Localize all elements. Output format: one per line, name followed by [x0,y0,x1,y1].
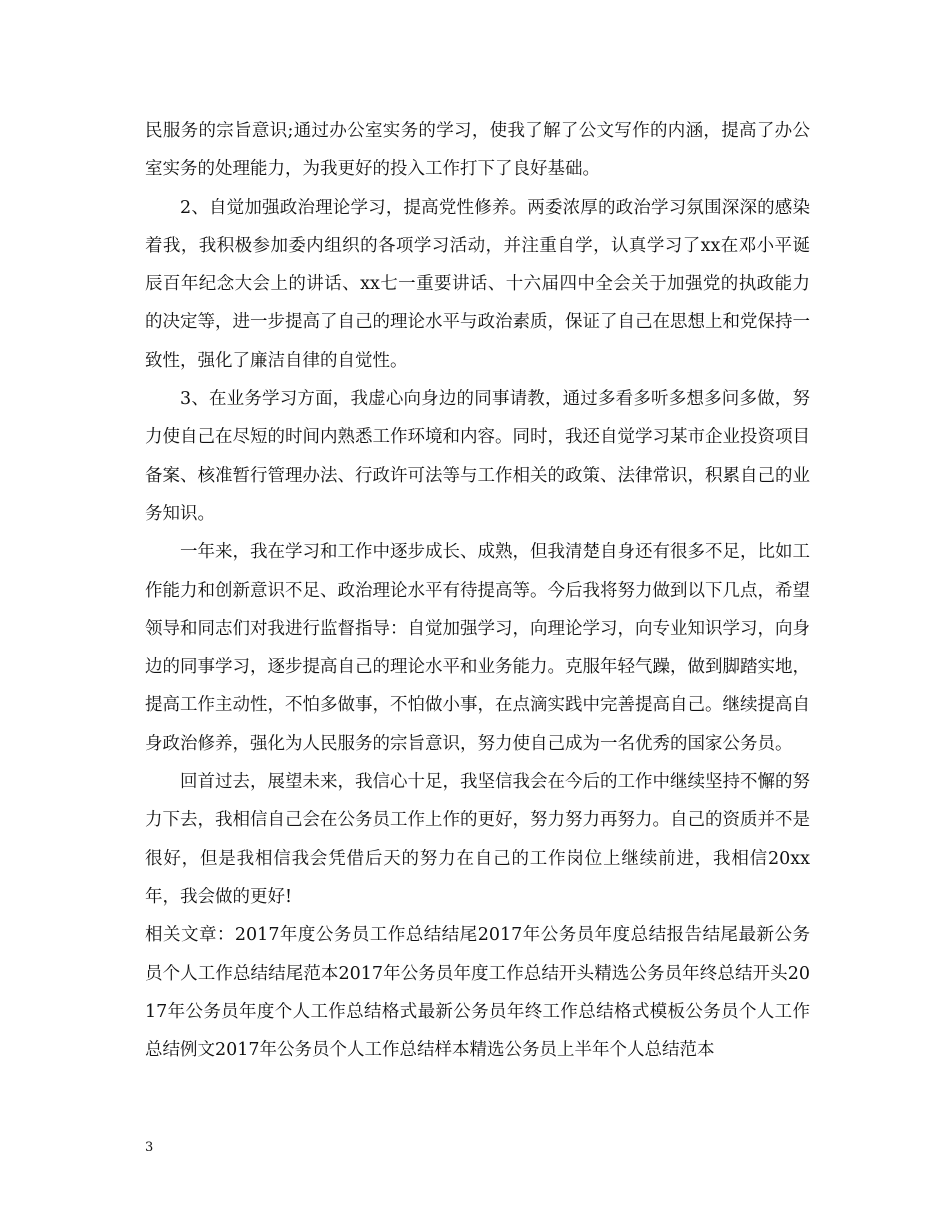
document-body [145,112,810,1069]
paragraph-year-review: 一年来，我在学习和工作中逐步成长、成熟，但我清楚自身还有很多不足，比如工作能力和创新意识不足、政治理论水平有待提高等。今后我将努力做到以下几点，希望领导和同志们对我进行监督指导：自觉加强学习，向理论学习，向专业知识学习，向身边的同事学习，逐步提高自己的理论水平和业务能力。克服年轻气躁，做到脚踏实地，提高工作主动性，不怕多做事，不怕做小事，在点滴实践中完善提高自己。继续提高自身政治修养，强化为人民服务的宗旨意识，努力使自己成为一名优秀的国家公务员。 [145,542,810,754]
paragraph-outlook: 回首过去，展望未来，我信心十足，我坚信我会在今后的工作中继续坚持不懈的努力下去，我相信自己会在公务员工作上作的更好，努力努力再努力。自己的资质并不是很好，但是我相信我会凭借后天的努力在自己的工作岗位上继续前进，我相信20xx年，我会做的更好! [145,772,810,907]
paragraph-political-study: 2、自觉加强政治理论学习，提高党性修养。两委浓厚的政治学习氛围深深的感染着我，我积极参加委内组织的各项学习活动，并注重自学，认真学习了xx在邓小平诞辰百年纪念大会上的讲话、xx七一重要讲话、十六届四中全会关于加强党的执政能力的决定等，进一步提高了自己的理论水平与政治素质，保证了自己在思想上和党保持一致性，强化了廉洁自律的自觉性。 [145,197,810,371]
paragraph-continuation: 民服务的宗旨意识;通过办公室实务的学习，使我了解了公文写作的内涵，提高了办公室实务的处理能力，为我更好的投入工作打下了良好基础。 [145,121,810,180]
related-articles: 相关文章：2017年度公务员工作总结结尾2017年公务员年度总结报告结尾最新公务员个人工作总结结尾范本2017年公务员年度工作总结开头精选公务员年终总结开头2017年公务员年度个人工作总结格式最新公务员年终工作总结格式模板公务员个人工作总结例文2017年公务员个人工作总结样本精选公务员上半年个人总结范本 [145,925,810,1061]
paragraph-business-study: 3、在业务学习方面，我虚心向身边的同事请教，通过多看多听多想多问多做，努力使自己在尽短的时间内熟悉工作环境和内容。同时，我还自觉学习某市企业投资项目备案、核准暂行管理办法、行政许可法等与工作相关的政策、法律常识，积累自己的业务知识。 [145,389,810,524]
page-number: 3 [145,1140,154,1155]
